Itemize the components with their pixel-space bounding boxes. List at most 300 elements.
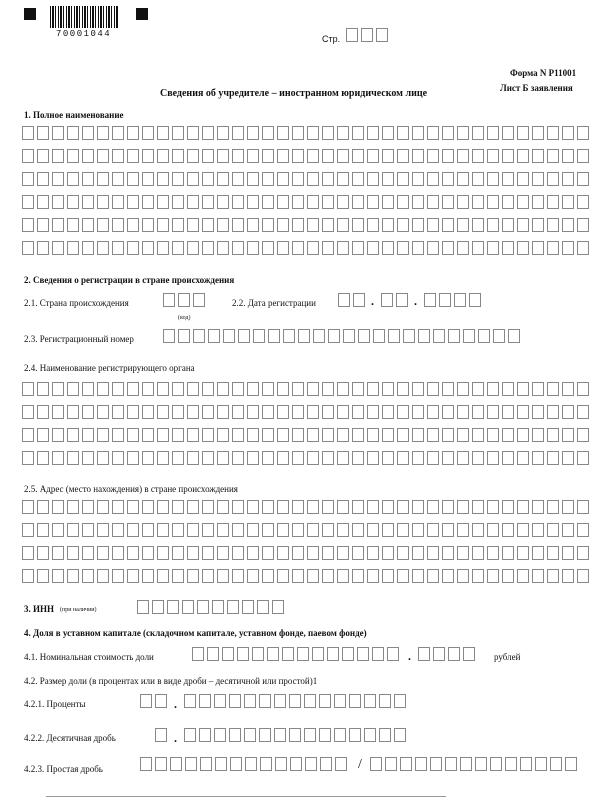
input-cell[interactable] xyxy=(532,500,544,514)
input-cell[interactable] xyxy=(247,126,259,140)
input-cell[interactable] xyxy=(382,405,394,419)
input-cell[interactable] xyxy=(442,126,454,140)
input-cell[interactable] xyxy=(394,694,406,708)
input-cell[interactable] xyxy=(229,728,241,742)
input-cell[interactable] xyxy=(157,500,169,514)
input-cell[interactable] xyxy=(217,546,229,560)
input-cell[interactable] xyxy=(127,428,139,442)
input-cell[interactable] xyxy=(307,569,319,583)
input-cell[interactable] xyxy=(457,195,469,209)
input-cell[interactable] xyxy=(367,546,379,560)
input-cell[interactable] xyxy=(457,405,469,419)
input-cell[interactable] xyxy=(292,569,304,583)
input-cell[interactable] xyxy=(307,500,319,514)
input-cell[interactable] xyxy=(217,405,229,419)
input-cell[interactable] xyxy=(52,172,64,186)
input-cell[interactable] xyxy=(547,523,559,537)
input-cell[interactable] xyxy=(242,600,254,614)
input-cell[interactable] xyxy=(67,405,79,419)
input-cell[interactable] xyxy=(517,195,529,209)
input-cell[interactable] xyxy=(37,500,49,514)
input-cell[interactable] xyxy=(427,126,439,140)
input-cell[interactable] xyxy=(547,241,559,255)
input-cell[interactable] xyxy=(163,329,175,343)
input-cell[interactable] xyxy=(319,694,331,708)
input-cell[interactable] xyxy=(22,195,34,209)
input-cell[interactable] xyxy=(257,600,269,614)
input-cell[interactable] xyxy=(217,428,229,442)
input-cell[interactable] xyxy=(142,382,154,396)
input-cell[interactable] xyxy=(67,382,79,396)
input-cell[interactable] xyxy=(457,218,469,232)
input-cell[interactable] xyxy=(67,172,79,186)
input-cell[interactable] xyxy=(200,757,212,771)
input-cell[interactable] xyxy=(112,523,124,537)
numerator-cells[interactable] xyxy=(140,757,350,771)
input-cell[interactable] xyxy=(262,428,274,442)
input-cell[interactable] xyxy=(127,405,139,419)
input-cell[interactable] xyxy=(282,647,294,661)
input-cell[interactable] xyxy=(97,218,109,232)
input-cell[interactable] xyxy=(532,546,544,560)
input-cell[interactable] xyxy=(412,126,424,140)
input-cell[interactable] xyxy=(427,172,439,186)
input-cell[interactable] xyxy=(112,569,124,583)
input-cell[interactable] xyxy=(577,405,589,419)
input-cell[interactable] xyxy=(244,694,256,708)
input-cell[interactable] xyxy=(367,569,379,583)
input-cell[interactable] xyxy=(562,126,574,140)
input-cell[interactable] xyxy=(442,569,454,583)
input-cell[interactable] xyxy=(412,172,424,186)
input-cell[interactable] xyxy=(322,405,334,419)
input-cell[interactable] xyxy=(382,241,394,255)
input-cell[interactable] xyxy=(259,694,271,708)
input-cell[interactable] xyxy=(577,546,589,560)
input-cell[interactable] xyxy=(358,329,370,343)
input-cell[interactable] xyxy=(172,451,184,465)
input-cell[interactable] xyxy=(262,569,274,583)
input-cell[interactable] xyxy=(502,149,514,163)
input-cell[interactable] xyxy=(562,523,574,537)
input-cell[interactable] xyxy=(382,149,394,163)
reg-year-cells[interactable] xyxy=(424,293,484,307)
input-cell[interactable] xyxy=(457,569,469,583)
input-cell[interactable] xyxy=(304,694,316,708)
input-cell[interactable] xyxy=(232,382,244,396)
input-cell[interactable] xyxy=(247,218,259,232)
address-grid[interactable] xyxy=(22,500,592,583)
input-cell[interactable] xyxy=(292,172,304,186)
input-cell[interactable] xyxy=(397,126,409,140)
input-cell[interactable] xyxy=(157,451,169,465)
input-cell[interactable] xyxy=(397,241,409,255)
input-cell[interactable] xyxy=(22,218,34,232)
input-cell[interactable] xyxy=(307,218,319,232)
input-cell[interactable] xyxy=(247,523,259,537)
input-cell[interactable] xyxy=(262,172,274,186)
input-cell[interactable] xyxy=(367,500,379,514)
input-cell[interactable] xyxy=(532,428,544,442)
input-cell[interactable] xyxy=(247,149,259,163)
input-cell[interactable] xyxy=(172,523,184,537)
input-cell[interactable] xyxy=(238,329,250,343)
authority-grid[interactable] xyxy=(22,382,592,465)
input-cell[interactable] xyxy=(517,546,529,560)
input-cell[interactable] xyxy=(322,546,334,560)
input-cell[interactable] xyxy=(472,500,484,514)
input-cell[interactable] xyxy=(82,149,94,163)
input-cell[interactable] xyxy=(382,451,394,465)
input-cell[interactable] xyxy=(562,569,574,583)
input-cell[interactable] xyxy=(577,428,589,442)
input-cell[interactable] xyxy=(202,149,214,163)
input-cell[interactable] xyxy=(307,126,319,140)
input-cell[interactable] xyxy=(277,546,289,560)
input-cell[interactable] xyxy=(577,126,589,140)
input-cell[interactable] xyxy=(502,500,514,514)
input-cell[interactable] xyxy=(487,382,499,396)
input-cell[interactable] xyxy=(247,569,259,583)
input-cell[interactable] xyxy=(157,172,169,186)
input-cell[interactable] xyxy=(187,241,199,255)
input-cell[interactable] xyxy=(253,329,265,343)
input-cell[interactable] xyxy=(172,149,184,163)
input-cell[interactable] xyxy=(412,500,424,514)
full-name-grid[interactable] xyxy=(22,126,592,255)
input-cell[interactable] xyxy=(202,569,214,583)
input-cell[interactable] xyxy=(262,405,274,419)
input-cell[interactable] xyxy=(547,428,559,442)
input-cell[interactable] xyxy=(337,500,349,514)
input-cell[interactable] xyxy=(112,405,124,419)
input-cell[interactable] xyxy=(322,172,334,186)
input-cell[interactable] xyxy=(352,382,364,396)
input-cell[interactable] xyxy=(403,329,415,343)
input-cell[interactable] xyxy=(214,694,226,708)
input-cell[interactable] xyxy=(142,172,154,186)
input-cell[interactable] xyxy=(37,172,49,186)
input-cell[interactable] xyxy=(357,647,369,661)
input-cell[interactable] xyxy=(433,329,445,343)
input-cell[interactable] xyxy=(442,241,454,255)
input-cell[interactable] xyxy=(262,149,274,163)
input-cell[interactable] xyxy=(262,523,274,537)
input-cell[interactable] xyxy=(397,172,409,186)
input-cell[interactable] xyxy=(172,126,184,140)
input-cell[interactable] xyxy=(307,546,319,560)
input-cell[interactable] xyxy=(22,172,34,186)
input-cell[interactable] xyxy=(232,241,244,255)
input-cell[interactable] xyxy=(352,428,364,442)
input-cell[interactable] xyxy=(547,451,559,465)
input-cell[interactable] xyxy=(313,329,325,343)
input-cell[interactable] xyxy=(505,757,517,771)
input-cell[interactable] xyxy=(502,382,514,396)
input-cell[interactable] xyxy=(352,195,364,209)
input-cell[interactable] xyxy=(382,546,394,560)
input-cell[interactable] xyxy=(37,428,49,442)
input-cell[interactable] xyxy=(532,523,544,537)
input-cell[interactable] xyxy=(367,428,379,442)
input-cell[interactable] xyxy=(367,149,379,163)
input-cell[interactable] xyxy=(97,405,109,419)
input-cell[interactable] xyxy=(532,405,544,419)
input-cell[interactable] xyxy=(562,500,574,514)
input-cell[interactable] xyxy=(430,757,442,771)
input-cell[interactable] xyxy=(184,728,196,742)
input-cell[interactable] xyxy=(502,546,514,560)
input-cell[interactable] xyxy=(562,405,574,419)
input-cell[interactable] xyxy=(112,451,124,465)
input-cell[interactable] xyxy=(352,569,364,583)
input-cell[interactable] xyxy=(202,218,214,232)
input-cell[interactable] xyxy=(493,329,505,343)
input-cell[interactable] xyxy=(352,126,364,140)
input-cell[interactable] xyxy=(157,149,169,163)
input-cell[interactable] xyxy=(367,126,379,140)
input-cell[interactable] xyxy=(412,382,424,396)
input-cell[interactable] xyxy=(412,241,424,255)
input-cell[interactable] xyxy=(487,195,499,209)
input-cell[interactable] xyxy=(472,428,484,442)
input-cell[interactable] xyxy=(247,500,259,514)
input-cell[interactable] xyxy=(187,195,199,209)
input-cell[interactable] xyxy=(547,149,559,163)
input-cell[interactable] xyxy=(343,329,355,343)
input-cell[interactable] xyxy=(322,149,334,163)
input-cell[interactable] xyxy=(22,523,34,537)
input-cell[interactable] xyxy=(275,757,287,771)
input-cell[interactable] xyxy=(157,126,169,140)
input-cell[interactable] xyxy=(370,757,382,771)
input-cell[interactable] xyxy=(82,569,94,583)
input-cell[interactable] xyxy=(457,126,469,140)
inn-cells[interactable] xyxy=(137,600,287,614)
input-cell[interactable] xyxy=(367,405,379,419)
input-cell[interactable] xyxy=(490,757,502,771)
input-cell[interactable] xyxy=(37,451,49,465)
input-cell[interactable] xyxy=(517,405,529,419)
input-cell[interactable] xyxy=(22,241,34,255)
input-cell[interactable] xyxy=(562,149,574,163)
input-cell[interactable] xyxy=(562,382,574,396)
input-cell[interactable] xyxy=(322,428,334,442)
input-cell[interactable] xyxy=(223,329,235,343)
input-cell[interactable] xyxy=(562,428,574,442)
input-cell[interactable] xyxy=(457,451,469,465)
input-cell[interactable] xyxy=(112,218,124,232)
input-cell[interactable] xyxy=(97,382,109,396)
input-cell[interactable] xyxy=(157,195,169,209)
input-cell[interactable] xyxy=(502,195,514,209)
input-cell[interactable] xyxy=(52,546,64,560)
input-cell[interactable] xyxy=(272,600,284,614)
input-cell[interactable] xyxy=(67,149,79,163)
input-cell[interactable] xyxy=(385,757,397,771)
input-cell[interactable] xyxy=(337,241,349,255)
input-cell[interactable] xyxy=(202,241,214,255)
input-cell[interactable] xyxy=(532,149,544,163)
input-cell[interactable] xyxy=(172,241,184,255)
input-cell[interactable] xyxy=(187,546,199,560)
input-cell[interactable] xyxy=(400,757,412,771)
input-cell[interactable] xyxy=(472,149,484,163)
input-cell[interactable] xyxy=(487,126,499,140)
input-cell[interactable] xyxy=(112,126,124,140)
input-cell[interactable] xyxy=(252,647,264,661)
input-cell[interactable] xyxy=(170,757,182,771)
input-cell[interactable] xyxy=(397,523,409,537)
input-cell[interactable] xyxy=(82,241,94,255)
input-cell[interactable] xyxy=(547,500,559,514)
input-cell[interactable] xyxy=(292,149,304,163)
input-cell[interactable] xyxy=(577,172,589,186)
input-cell[interactable] xyxy=(307,382,319,396)
input-cell[interactable] xyxy=(397,546,409,560)
input-cell[interactable] xyxy=(142,195,154,209)
input-cell[interactable] xyxy=(412,405,424,419)
input-cell[interactable] xyxy=(532,195,544,209)
input-cell[interactable] xyxy=(127,546,139,560)
input-cell[interactable] xyxy=(457,546,469,560)
input-cell[interactable] xyxy=(193,329,205,343)
input-cell[interactable] xyxy=(304,728,316,742)
input-cell[interactable] xyxy=(427,405,439,419)
input-cell[interactable] xyxy=(415,757,427,771)
input-cell[interactable] xyxy=(202,405,214,419)
input-cell[interactable] xyxy=(142,149,154,163)
input-cell[interactable] xyxy=(352,218,364,232)
input-cell[interactable] xyxy=(475,757,487,771)
input-cell[interactable] xyxy=(247,382,259,396)
input-cell[interactable] xyxy=(247,172,259,186)
input-cell[interactable] xyxy=(337,172,349,186)
input-cell[interactable] xyxy=(217,569,229,583)
input-cell[interactable] xyxy=(82,546,94,560)
input-cell[interactable] xyxy=(487,428,499,442)
input-cell[interactable] xyxy=(232,195,244,209)
input-cell[interactable] xyxy=(307,241,319,255)
input-cell[interactable] xyxy=(307,405,319,419)
input-cell[interactable] xyxy=(277,195,289,209)
input-cell[interactable] xyxy=(394,728,406,742)
input-cell[interactable] xyxy=(547,172,559,186)
input-cell[interactable] xyxy=(217,218,229,232)
input-cell[interactable] xyxy=(167,600,179,614)
input-cell[interactable] xyxy=(292,405,304,419)
input-cell[interactable] xyxy=(487,149,499,163)
input-cell[interactable] xyxy=(172,218,184,232)
input-cell[interactable] xyxy=(352,500,364,514)
input-cell[interactable] xyxy=(37,546,49,560)
input-cell[interactable] xyxy=(247,428,259,442)
input-cell[interactable] xyxy=(550,757,562,771)
input-cell[interactable] xyxy=(337,218,349,232)
input-cell[interactable] xyxy=(37,195,49,209)
input-cell[interactable] xyxy=(502,523,514,537)
input-cell[interactable] xyxy=(157,546,169,560)
input-cell[interactable] xyxy=(212,600,224,614)
input-cell[interactable] xyxy=(277,405,289,419)
input-cell[interactable] xyxy=(382,500,394,514)
input-cell[interactable] xyxy=(262,126,274,140)
input-cell[interactable] xyxy=(208,329,220,343)
input-cell[interactable] xyxy=(277,382,289,396)
input-cell[interactable] xyxy=(472,569,484,583)
input-cell[interactable] xyxy=(217,195,229,209)
input-cell[interactable] xyxy=(112,195,124,209)
input-cell[interactable] xyxy=(37,523,49,537)
input-cell[interactable] xyxy=(82,523,94,537)
input-cell[interactable] xyxy=(547,218,559,232)
input-cell[interactable] xyxy=(97,428,109,442)
input-cell[interactable] xyxy=(307,451,319,465)
input-cell[interactable] xyxy=(307,172,319,186)
input-cell[interactable] xyxy=(460,757,472,771)
reg-day-cells[interactable] xyxy=(338,293,368,307)
input-cell[interactable] xyxy=(427,218,439,232)
input-cell[interactable] xyxy=(187,451,199,465)
input-cell[interactable] xyxy=(442,382,454,396)
input-cell[interactable] xyxy=(412,451,424,465)
input-cell[interactable] xyxy=(547,195,559,209)
input-cell[interactable] xyxy=(217,149,229,163)
input-cell[interactable] xyxy=(397,428,409,442)
input-cell[interactable] xyxy=(382,382,394,396)
input-cell[interactable] xyxy=(352,523,364,537)
input-cell[interactable] xyxy=(97,149,109,163)
input-cell[interactable] xyxy=(232,451,244,465)
input-cell[interactable] xyxy=(137,600,149,614)
input-cell[interactable] xyxy=(262,195,274,209)
input-cell[interactable] xyxy=(262,241,274,255)
input-cell[interactable] xyxy=(292,546,304,560)
input-cell[interactable] xyxy=(22,546,34,560)
input-cell[interactable] xyxy=(292,523,304,537)
input-cell[interactable] xyxy=(232,149,244,163)
input-cell[interactable] xyxy=(372,647,384,661)
input-cell[interactable] xyxy=(142,500,154,514)
input-cell[interactable] xyxy=(157,405,169,419)
input-cell[interactable] xyxy=(127,523,139,537)
input-cell[interactable] xyxy=(335,757,347,771)
input-cell[interactable] xyxy=(373,329,385,343)
input-cell[interactable] xyxy=(535,757,547,771)
input-cell[interactable] xyxy=(262,451,274,465)
input-cell[interactable] xyxy=(187,218,199,232)
input-cell[interactable] xyxy=(52,569,64,583)
input-cell[interactable] xyxy=(562,451,574,465)
input-cell[interactable] xyxy=(22,382,34,396)
input-cell[interactable] xyxy=(487,500,499,514)
input-cell[interactable] xyxy=(322,241,334,255)
input-cell[interactable] xyxy=(247,195,259,209)
input-cell[interactable] xyxy=(532,382,544,396)
input-cell[interactable] xyxy=(532,569,544,583)
input-cell[interactable] xyxy=(379,694,391,708)
input-cell[interactable] xyxy=(112,241,124,255)
input-cell[interactable] xyxy=(142,428,154,442)
input-cell[interactable] xyxy=(517,218,529,232)
input-cell[interactable] xyxy=(142,523,154,537)
input-cell[interactable] xyxy=(412,546,424,560)
input-cell[interactable] xyxy=(397,405,409,419)
input-cell[interactable] xyxy=(412,149,424,163)
input-cell[interactable] xyxy=(427,523,439,537)
input-cell[interactable] xyxy=(448,329,460,343)
input-cell[interactable] xyxy=(367,523,379,537)
